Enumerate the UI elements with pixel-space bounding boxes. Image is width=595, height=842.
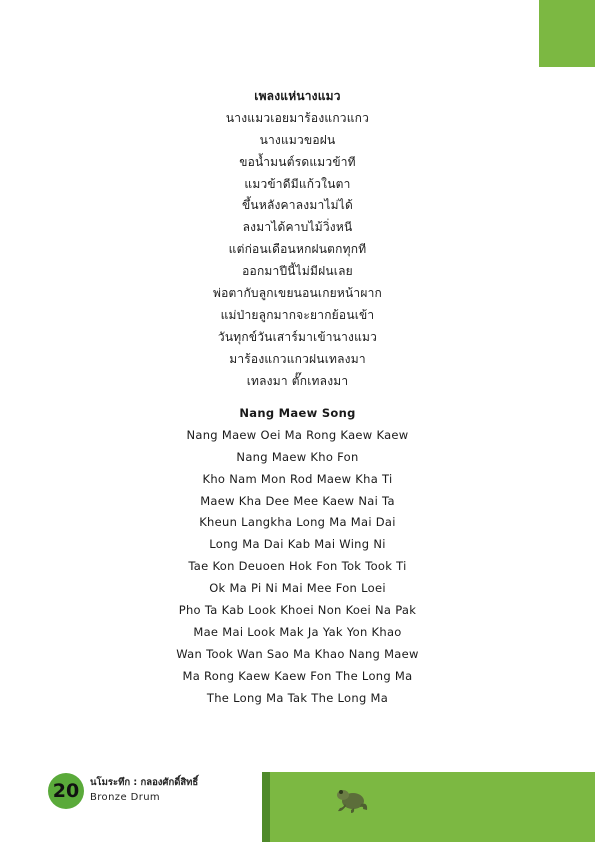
english-poem-line: Pho Ta Kab Look Khoei Non Koei Na Pak [178, 603, 417, 618]
page-number-badge: 20 [48, 773, 84, 809]
english-poem-line: Wan Took Wan Sao Ma Khao Nang Maew [176, 646, 419, 661]
thai-poem-line: พ่อตากับลูกเขยนอนเกยหน้าผาก [213, 286, 382, 301]
thai-poem-line: ออกมาปีนี้ไม่มีฝนเลย [242, 264, 353, 279]
thai-poem-line: นางแมวเอยมาร้องแกวแกว [225, 110, 370, 125]
english-poem-line: Nang Maew Kho Fon [236, 449, 359, 464]
english-poem [0, 403, 595, 709]
corner-tab [539, 0, 595, 67]
english-poem-line: Ok Ma Pi Ni Mai Mee Fon Loei [209, 581, 386, 596]
english-poem-line: Long Ma Dai Kab Mai Wing Ni [209, 537, 386, 552]
english-poem-line: Nang Maew Oei Ma Rong Kaew Kaew [186, 427, 409, 442]
thai-poem-line: ลงมาได้คาบไม้วิ่งหนี [242, 220, 353, 235]
thai-poem-line: ขึ้นหลังคาลงมาไม่ได้ [242, 198, 353, 213]
english-poem-line: Kho Nam Mon Rod Maew Kha Ti [202, 471, 393, 486]
english-poem-line: Mae Mai Look Mak Ja Yak Yon Khao [193, 624, 402, 639]
english-poem-line: Ma Rong Kaew Kaew Fon The Long Ma [182, 668, 413, 683]
publication-title-thai: นโมระทึก : กลองศักดิ์สิทธิ์ [90, 777, 199, 788]
thai-poem-line: นางแมวขอฝน [259, 132, 336, 147]
english-poem-line: Maew Kha Dee Mee Kaew Nai Ta [200, 493, 395, 508]
footer-bar-edge [262, 772, 270, 842]
publication-title-english: Bronze Drum [90, 792, 161, 803]
thai-poem-line: ขอน้ำมนต์รดแมวข้าที [239, 154, 356, 169]
footer-green-bar [262, 772, 595, 842]
english-poem-title: Nang Maew Song [239, 406, 356, 420]
thai-poem-line: วันทุกข์วันเสาร์มาเข้านางแมว [217, 329, 378, 344]
frog-icon [334, 782, 370, 814]
english-poem-line: Kheun Langkha Long Ma Mai Dai [199, 515, 396, 530]
english-poem-line: The Long Ma Tak The Long Ma [206, 690, 389, 705]
thai-poem-line: แต่ก่อนเดือนหกฝนตกทุกที [228, 242, 367, 257]
thai-poem-line: มาร้องแกวแกวฝนเทลงมา [229, 351, 366, 366]
thai-poem-line: เทลงมา ตั๊กเทลงมา [246, 373, 349, 388]
thai-poem-title: เพลงแห่นางแมว [254, 89, 341, 103]
thai-poem [0, 86, 595, 392]
thai-poem-line: แมวข้าดีมีแก้วในตา [244, 176, 351, 191]
thai-poem-line: แม่ป่ายลูกมากจะยากย้อนเข้า [220, 307, 375, 322]
english-poem-line: Tae Kon Deuoen Hok Fon Tok Took Ti [188, 559, 407, 574]
